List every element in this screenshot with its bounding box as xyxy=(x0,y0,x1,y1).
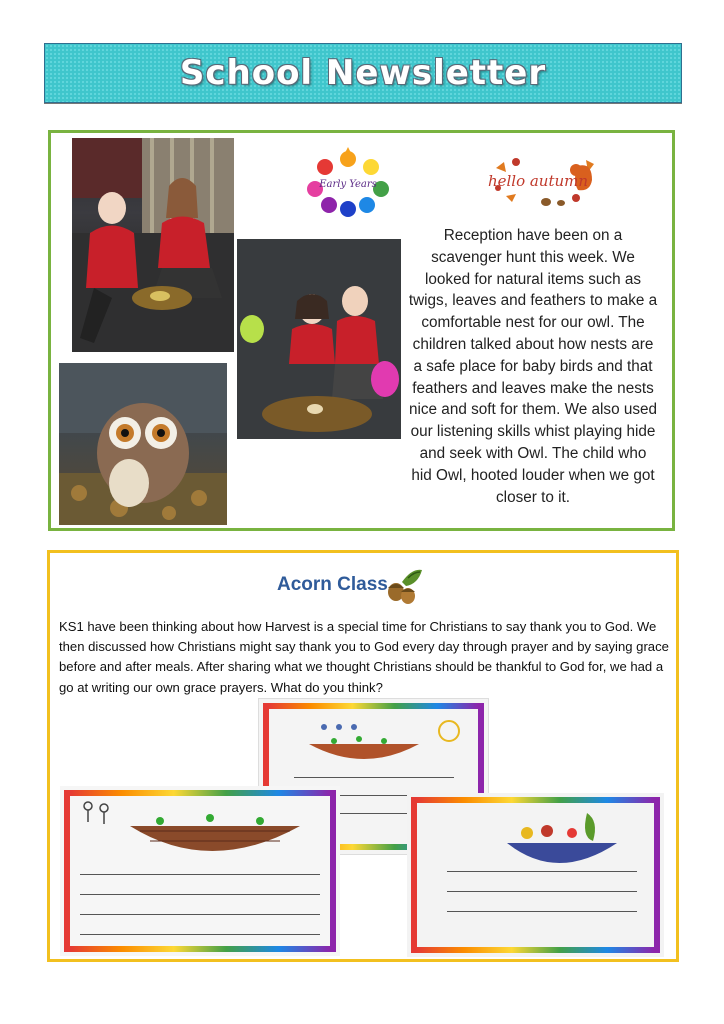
early-years-logo xyxy=(299,141,397,217)
acorn-class-title: Acorn Class xyxy=(277,574,388,595)
newsletter-banner xyxy=(44,43,682,103)
photo-children-collecting-items xyxy=(237,239,401,439)
reception-paragraph: Reception have been on a scavenger hunt this week. We looked for natural items such as twigs, leaves and feathers to make a comfortable nest for our owl. The children talked about how nests are a safe place for baby birds and that feathers and leaves make the nests nice and soft for them. We also used our listening skills whist playing hide and seek with Owl. The child who hid Owl, hooted louder when we got closer to it. xyxy=(408,227,658,506)
photo-children-gathering-leaves xyxy=(72,138,234,352)
ks1-paragraph: KS1 have been thinking about how Harvest is a special time for Christians to say thank you to God. We then discussed how Christians might say thank you to God every day through prayer and by saying grace before and after meals. After sharing what we thought Christians should be thankful to God for, we had a go at writing our own grace prayers. What do you think? xyxy=(59,619,669,695)
acorn-icon xyxy=(384,568,424,606)
photo-grace-prayer-work-2 xyxy=(60,786,340,956)
photo-grace-prayer-work-3 xyxy=(407,793,664,957)
hello-autumn-graphic xyxy=(486,148,606,210)
newsletter-title: School Newsletter xyxy=(179,53,547,93)
hello-autumn-text: hello autumn xyxy=(487,172,589,190)
photo-owl-toy-in-leaves xyxy=(59,363,227,525)
early-years-logo-text: Early Years xyxy=(319,179,377,190)
